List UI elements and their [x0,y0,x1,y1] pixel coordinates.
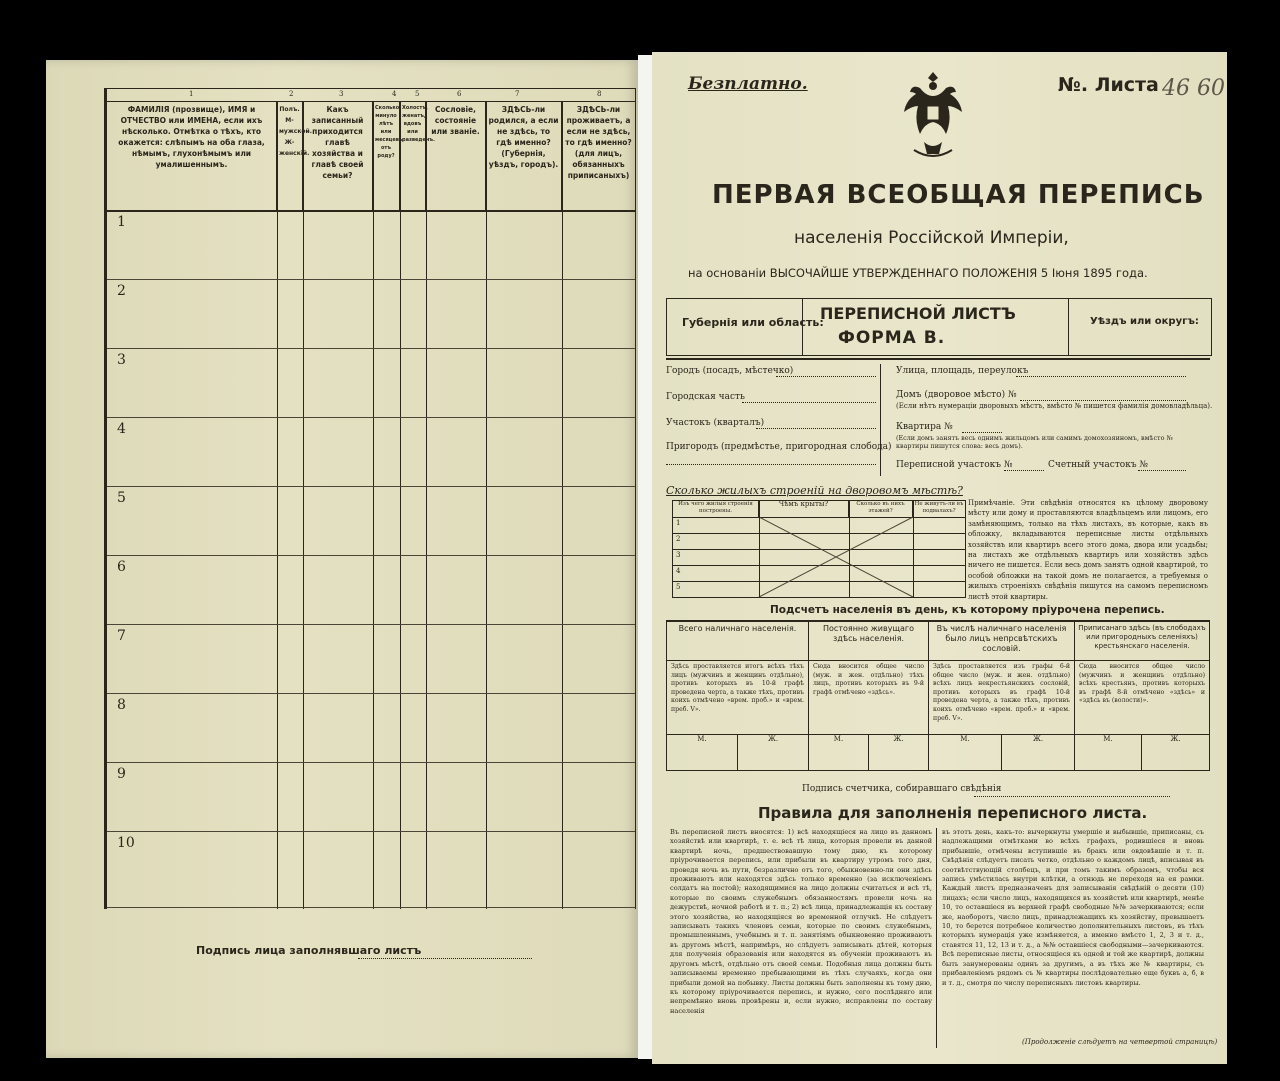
column-number: 8 [597,90,602,98]
header-marital: Холостъ, женатъ, вдовъ или разведенъ. [400,102,426,210]
buildings-header: Изъ чего жилыя строенія построены. [673,501,759,517]
row-number: 1 [117,214,126,230]
column-number: 3 [339,90,344,98]
census-precinct-label: Переписной участокъ № [896,460,1013,470]
main-title: ПЕРВАЯ ВСЕОБЩАЯ ПЕРЕПИСЬ [712,180,1205,210]
address-town-label: Городъ (посадъ, мѣстечко) [666,366,794,376]
column-line [426,102,427,909]
buildings-question: Сколько жилыхъ строеній на дворовомъ мѣстѣ? [666,484,963,497]
row-number: 8 [117,697,126,713]
buildings-header: Чѣмъ крыты? [759,501,849,517]
table-row [107,693,635,694]
form-letter: ФОРМА В. [838,328,946,348]
buildings-row-number: 5 [676,583,681,591]
rules-title: Правила для заполненія переписного листа. [758,804,1148,822]
column-number: 6 [457,90,462,98]
address-house-line [1020,400,1186,401]
form-title: ПЕРЕПИСНОЙ ЛИСТЪ [820,304,1016,323]
header-birthplace: ЗДѢСЬ-ли родился, а если не здѣсь, то гдѣ именно? (Губернія, уѣздъ, городъ). [486,102,562,210]
table-row [107,279,635,280]
province-label: Губернія или область: [682,316,824,329]
count-female-cell: Ж. [1142,734,1209,770]
census-precinct-line [1004,470,1044,471]
enumerator-signature-line [974,796,1170,797]
count-header: Постоянно живущаго здѣсь населенія. [809,622,929,660]
address-street-label: Улица, площадь, переулокъ [896,366,1029,376]
table-row [107,831,635,832]
header-divider [107,210,635,212]
column-number: 5 [415,90,420,98]
count-precinct-line [1138,470,1186,471]
buildings-col-line [849,501,850,597]
column-line [486,102,487,909]
address-suburb-label: Пригородъ (предмѣстье, пригородная слобода) [666,442,892,452]
column-number: 2 [289,90,294,98]
table-row [107,907,635,908]
count-description: Здѣсь проставляется изъ графы 6-й общее число (муж. и жен. отдѣльно) всѣхъ лицъ некрестьянскихъ сословій, противъ которыхъ въ графѣ 10-й проведена черта, а также тѣхъ, противъ коихъ отмѣчено «врем. проб.» и «врем. преб. V». [929,660,1075,734]
buildings-row-number: 3 [676,551,681,559]
rules-divider [936,828,937,1048]
column-line [303,102,304,909]
address-house-label: Домъ (дворовое мѣсто) № [896,390,1017,400]
buildings-note: Примѣчаніе. Эти свѣдѣнія относятся къ цѣлому дворовому мѣсту или дому и проставляются владѣльцемъ или лицомъ, его замѣняющимъ, только на тѣхъ листахъ, въ которые, какъ въ обложку, вкладываются переписные листы отдѣльныхъ хозяйствъ или квартиръ всего этого дома, двора или усадьбы; на листахъ же отдѣльныхъ квартиръ или хозяйствъ здѣсь ничего не пишется. Если весь домъ занятъ одной квартирой, то особой обложки на такой домъ не полагается, а требуемыя о жилыхъ строеніяхъ свѣдѣнія пишутся на самомъ переписномъ листѣ этой квартиры. [968,499,1208,601]
count-male-cell: М. [809,734,869,770]
address-street-line [1016,376,1186,377]
buildings-col-line [759,501,760,597]
row-number: 7 [117,628,126,644]
header-relation: Какъ записанный приходится главѣ хозяйства и главѣ своей семьи? [303,102,373,210]
row-number: 4 [117,421,126,437]
table-row [107,762,635,763]
count-precinct-label: Счетный участокъ № [1048,460,1148,470]
handwritten-sheet-number: 46 60 [1162,76,1225,101]
address-flat-note: (Если домъ занятъ весь однимъ жильцомъ или самимъ домохозяиномъ, вмѣсто № квартиры пишутся слова: весь домъ). [896,434,1173,450]
header-name: ФАМИЛІЯ (прозвище), ИМЯ и ОТЧЕСТВО или ИМЕНА, если ихъ нѣсколько. Отмѣтка о тѣхъ, кто окажется: слѣпымъ на оба глаза, нѣмымъ, глухонѣмымъ или умалишеннымъ. [107,102,277,210]
continued-note: (Продолженіе слѣдуетъ на четвертой страницѣ) [1022,1038,1218,1046]
double-headed-eagle-icon [900,66,966,168]
column-number: 4 [392,90,397,98]
column-line [277,102,278,909]
row-number: 10 [117,835,135,851]
district-label: Уѣздъ или округъ: [1090,316,1199,327]
right-page [652,52,1227,1064]
column-line [373,102,374,909]
column-number-row [107,89,635,102]
population-count-table [666,620,1210,771]
left-signature-line [358,958,532,959]
left-signature-label: Подпись лица заполнявшаго листъ [196,944,422,957]
count-header: Приписанаго здѣсь (въ слободахъ или пригородныхъ селеніяхъ) крестьянскаго населенія. [1078,624,1206,650]
rules-column-1: Въ переписной листъ вносятся: 1) всѣ находящіеся на лицо въ данномъ хозяйствѣ или квартирѣ, т. е. всѣ тѣ лица, которыя провели въ данной квартирѣ ночь, предшествовавшую тому дню, къ которому пріурочивается перепись, или прибыли въ квартиру утромъ того дня, проведя ночь въ пути, безразлично отъ того, обыкновенно-ли они здѣсь проживаютъ или находятся здѣсь только временно (за исключеніемъ солдатъ на постой); находящимися на лицо должны считаться и всѣ тѣ, которые по своимъ служебнымъ обязанностямъ провели ночь на дежурствѣ, ночной работѣ и т. п.; 2) всѣ лица, принадлежащія къ составу этого хозяйства, но находящіяся во временной отлучкѣ. Не слѣдуетъ записывать такихъ членовъ семьи, которые по своимъ служебнымъ, промышленнымъ, учебнымъ и т. п. занятіямъ обыкновенно проживаютъ въ другомъ мѣстѣ, напримѣръ, но слѣдуетъ записывать дѣтей, которыя для полученія образованія или находятся въ обученіи проживаютъ въ другомъ мѣстѣ, отдѣльно отъ своей семьи. Подобныя лица должны быть записываемы временно пребывающими въ тѣхъ случаяхъ, когда они прибыли домой на побывку. Листы должны быть заполнены къ тому дню, къ которому пріурочивается перепись, и нужно, сего послѣдняго или непремѣнно вновь провѣрены и, если нужно, исправлены по составу населенія [670,828,932,1015]
census-table [104,88,636,909]
table-row [107,555,635,556]
row-number: 2 [117,283,126,299]
header-age: Сколько минуло лѣтъ или месяцевъ отъ роду? [373,102,400,210]
sheet-number-label: №. Листа [1058,74,1159,96]
column-line [400,102,401,909]
address-quarter-line [756,428,876,429]
count-male-cell: М. [929,734,1002,770]
population-count-title: Подсчетъ населенія въ день, къ которому пріурочена перепись. [770,604,1165,616]
buildings-row-number: 2 [676,535,681,543]
header-sex: Полъ. М-мужской. Ж-женскій. [277,102,303,210]
buildings-header: Сколько въ нихъ этажей? [849,501,913,517]
address-district-label: Городская часть [666,392,745,402]
row-number: 5 [117,490,126,506]
header-estate: Сословіе, состояніе или званіе. [426,102,486,210]
count-description: Сюда вносится общее число (муж. и жен. отдѣльно) тѣхъ лицъ, противъ которыхъ въ 9-й графѣ отмѣчено «здѣсь». [809,660,929,734]
table-row [107,486,635,487]
row-number: 6 [117,559,126,575]
count-female-cell: Ж. [738,734,809,770]
column-number: 1 [189,90,194,98]
table-row [107,348,635,349]
address-district-line [742,402,876,403]
address-house-note: (Если нѣтъ нумераціи дворовыхъ мѣстъ, вмѣсто № пишется фамилія домовладѣльца). [896,402,1213,410]
header-residence: ЗДѢСЬ-ли проживаетъ, а если не здѣсь, то гдѣ именно? (для лицъ, обязанныхъ приписаныхъ) [565,105,632,180]
column-line [562,102,563,909]
table-row [107,417,635,418]
count-female-cell: Ж. [869,734,929,770]
column-number: 7 [515,90,520,98]
address-flat-line [962,432,1002,433]
count-header: Всего наличнаго населенія. [667,622,809,660]
form-box-underline [666,358,1210,360]
row-number: 3 [117,352,126,368]
enumerator-signature-label: Подпись счетчика, собиравшаго свѣдѣнія [802,784,1002,794]
count-male-cell: М. [1075,734,1142,770]
buildings-header: Не живутъ-ли въ подвалахъ? [914,501,964,514]
row-number: 9 [117,766,126,782]
address-suburb-line [666,464,876,465]
buildings-row-number: 4 [676,567,681,575]
book-spine [638,55,652,1059]
basis-line: на основаніи ВЫСОЧАЙШЕ УТВЕРЖДЕННАГО ПОЛОЖЕНІЯ 5 Іюня 1895 года. [688,266,1148,280]
buildings-col-line [913,501,914,597]
count-description: Сюда вносится общее число (мужчинъ и женщинъ отдѣльно) всѣхъ крестьянъ, противъ которыхъ въ графѣ 8-й отмѣчено «здѣсь» и «здѣсь въ (волости)». [1075,660,1209,734]
count-header: Въ числѣ наличнаго населенія было лицъ непрсвѣтскихъ сословій. [929,622,1075,660]
pencil-cross-marks [759,517,913,597]
free-label: Безплатно. [688,74,808,94]
rules-column-2: въ этотъ день, какъ-то: вычеркнуты умершіе и выбывшіе, приписаны, съ надлежащими отмѣтками во всѣхъ графахъ, родившіеся и вновь прибывшіе, отмѣчены вступившіе въ бракъ или овдовѣвшіе и т. п. Свѣдѣнія слѣдуетъ писать четко, отдѣльно о каждомъ лицѣ, вписывая въ соотвѣтствующій столбецъ, и при томъ такимъ образомъ, чтобы вся запись умѣстилась внутри клѣтки, а отнюдь не переходя на ея рамки. Каждый листъ предназначенъ для записыванія свѣдѣній о десяти (10) лицахъ; если число лицъ, находящихся въ хозяйствѣ или квартирѣ, менѣе 10, то оставшіеся въ верхней графѣ свободные №№ зачеркиваются; если же, наоборотъ, число лицъ, принадлежащихъ къ хозяйству, превышаетъ 10, то берется потребное количество дополнительныхъ листовъ, въ тѣхъ которыхъ нумерація уже измѣняется, а именно вмѣсто 1, 2, 3 и т. д., ставятся 11, 12, 13 и т. д., а №№ оставшіеся свободными—зачеркиваются. Всѣ переписные листы, относящіеся къ одной и той же квартирѣ, должны быть занумерованы одинъ за другимъ, а въ тѣхъ же № квартиры, съ прибавленіемъ рядомъ съ № квартиры послѣдовательно еще буквъ а, б, в и т. д., смотря по числу переписныхъ листовъ квартиры. [942,828,1204,987]
address-town-line [776,376,876,377]
address-quarter-label: Участокъ (кварталъ) [666,418,765,428]
address-divider [880,364,881,476]
subtitle: населенія Россійской Имперіи, [794,228,1069,248]
buildings-table [672,500,966,598]
count-description: Здѣсь проставляется итогъ всѣхъ тѣхъ лицъ (мужчинъ и женщинъ отдѣльно), противъ которыхъ въ 10-й графѣ проведена черта, а также тѣхъ, противъ коихъ отмѣчено «врем. проб.» и «врем. преб. V». [667,660,809,734]
count-male-cell: М. [667,734,738,770]
table-row [107,624,635,625]
buildings-row-number: 1 [676,519,681,527]
count-female-cell: Ж. [1002,734,1075,770]
left-page [46,60,638,1058]
address-flat-label: Квартира № [896,422,953,432]
